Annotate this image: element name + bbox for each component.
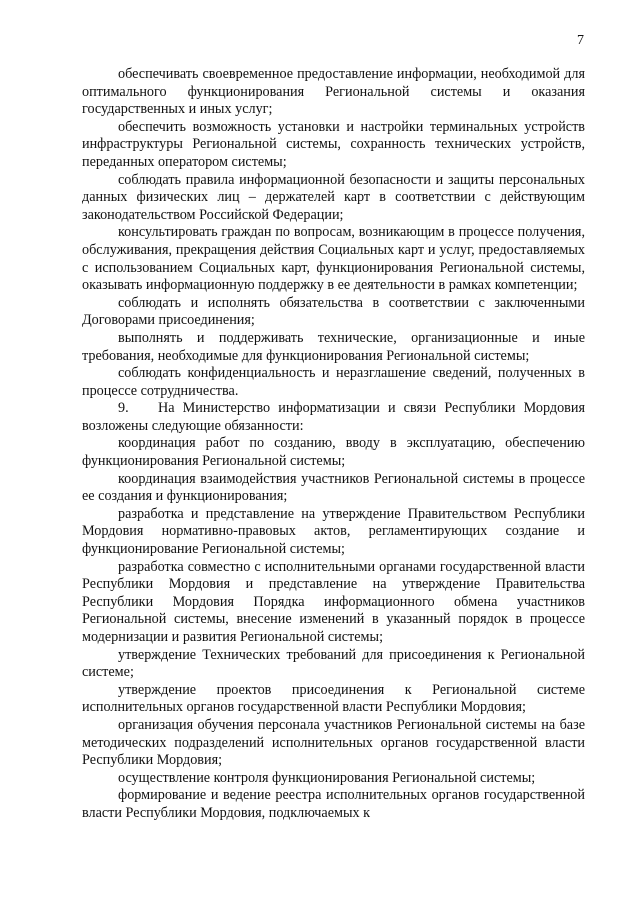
item-9-number: 9. [118,400,129,417]
duty-coordination-participants: координация взаимодействия участников Региональной системы в процессе ее создания и функционирования; [82,470,585,505]
duty-registry: формирование и ведение реестра исполнительных органов государственной власти Республики Мордовия, подключаемых к [82,787,585,821]
document-body [82,66,585,823]
page-number: 7 [577,33,584,48]
paragraph-technical-requirements: выполнять и поддерживать технические, организационные и иные требования, необходимые для функционирования Региональной системы; [82,329,585,364]
duty-exchange-procedure: разработка совместно с исполнительными органами государственной власти Республики Мордовия и представление на утверждение Правительства Республики Мордовия Порядка информационного обмена участников Региональной системы, внесение изменений в указанный порядок в процессе модернизации и развития Региональной системы; [82,558,585,645]
duty-approve-projects: утверждение проектов присоединения к Региональной системе исполнительных органов государственной власти Республики Мордовия; [82,681,585,716]
paragraph-provide-information: обеспечивать своевременное предоставление информации, необходимой для оптимального функционирования Региональной системы и оказания государственных и иных услуг; [82,66,585,118]
paragraph-confidentiality: соблюдать конфиденциальность и неразглашение сведений, полученных в процессе сотрудничества. [82,365,585,399]
duty-regulatory-acts: разработка и представление на утверждение Правительством Республики Мордовия нормативно-правовых актов, регламентирующих создание и функционирование Региональной системы; [82,505,585,558]
duty-coordination-works: координация работ по созданию, вводу в эксплуатацию, обеспечению функционирования Региональной системы; [82,435,585,470]
duty-staff-training: организация обучения персонала участников Региональной системы на базе методических подразделений исполнительных органов государственной власти Республики Мордовия; [82,716,585,769]
paragraph-terminal-devices: обеспечить возможность установки и настройки терминальных устройств инфраструктуры Региональной системы, сохранность технических устройств, переданных оператором системы; [82,118,585,170]
paragraph-item-9 [82,400,585,435]
duty-monitoring: осуществление контроля функционирования Региональной системы; [118,769,536,786]
paragraph-consult-citizens: консультировать граждан по вопросам, возникающим в процессе получения, обслуживания, прекращения действия Социальных карт и услуг, предоставляемых с использованием Социальных карт, функционирования Региональной системы, оказывать информационную поддержку в ее деятельности в рамках компетенции; [82,224,585,294]
paragraph-information-security: соблюдать правила информационной безопасности и защиты персональных данных физических лиц – держателей карт в соответствии с действующим законодательством Российской Федерации; [82,171,585,223]
paragraph-fulfil-obligations: соблюдать и исполнять обязательства в соответствии с заключенными Договорами присоединения; [82,294,585,329]
item-9-text: На Министерство информатизации и связи Республики Мордовия возложены следующие обязанности: [82,400,585,434]
duty-approve-technical-requirements: утверждение Технических требований для присоединения к Региональной системе; [82,646,585,681]
